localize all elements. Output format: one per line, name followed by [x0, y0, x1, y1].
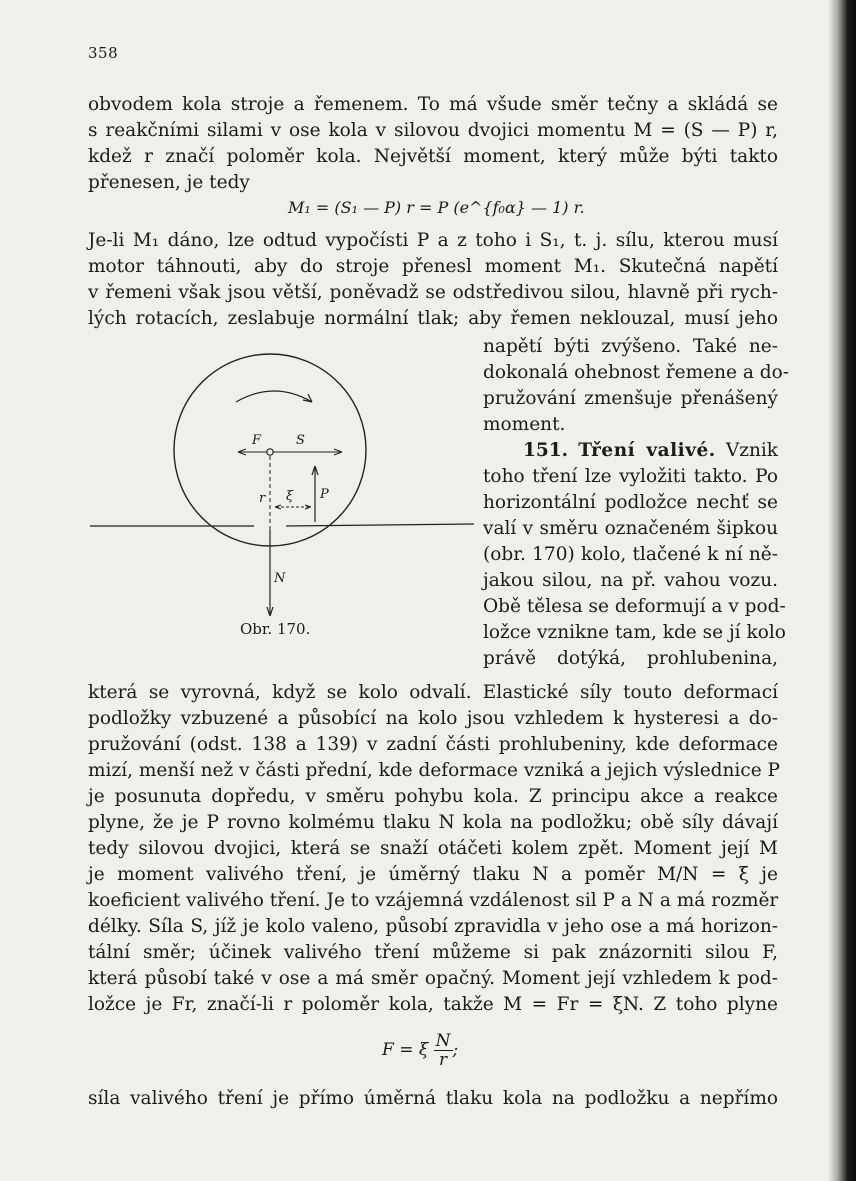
- text-line: síla valivého tření je přímo úměrná tlaku kola na podložku a nepřímo: [88, 1088, 778, 1109]
- text-line: lých rotacích, zeslabuje normální tlak; aby řemen neklouzal, musí jeho: [88, 308, 778, 329]
- text-line: s reakčními silami v ose kola v silovou dvojici momentu M = (S — P) r,: [88, 120, 778, 141]
- label-xi: ξ: [286, 489, 294, 504]
- text-line: (obr. 170) kolo, tlačené k ní ně-: [483, 544, 778, 565]
- text-line: právě dotýká, prohlubenina,: [483, 648, 778, 669]
- formula-fraction: [434, 1032, 453, 1069]
- fraction-denominator: r: [438, 1050, 448, 1070]
- text-line: Obě tělesa se deformují a v pod-: [483, 596, 786, 617]
- text-line: podložky vzbuzené a působící na kolo jsou vzhledem k hysteresi a do-: [88, 708, 778, 729]
- rotation-arrow: [236, 391, 312, 402]
- text-line: plyne, že je P rovno kolmému tlaku N kola na podložku; obě síly dávají: [88, 812, 778, 833]
- text-line: koeficient valivého tření. Je to vzájemná vzdálenost sil P a N a má rozměr: [88, 890, 779, 911]
- text-line: v řemeni však jsou větší, poněvadž se odstředivou silou, hlavně při rych-: [88, 282, 778, 303]
- label-n: N: [274, 571, 286, 586]
- fraction-numerator: N: [435, 1031, 451, 1051]
- text-line: jakou silou, na př. vahou vozu.: [483, 570, 778, 591]
- text-line: která se vyrovná, když se kolo odvalí. Elastické síly touto deformací: [88, 682, 778, 703]
- label-f: F: [252, 433, 262, 448]
- formula-end: ;: [452, 1040, 459, 1060]
- section-title: Tření valivé.: [578, 440, 716, 461]
- text-line: tální směr; účinek valivého tření můžeme si pak znázorniti silou F,: [88, 942, 778, 963]
- text-line: která působí také v ose a má směr opačný. Moment její vzhledem k pod-: [88, 968, 778, 989]
- formula-moment: M₁ = (S₁ — P) r = P (e^{f₀α} — 1) r.: [288, 198, 585, 217]
- text-line: horizontální podložce nechť se: [483, 492, 778, 513]
- figure-rolling-wheel: [86, 350, 478, 650]
- figure-caption: Obr. 170.: [240, 620, 311, 638]
- text-line: Je-li M₁ dáno, lze odtud vypočísti P a z toho i S₁, t. j. sílu, kterou musí: [88, 230, 778, 251]
- text-line: obvodem kola stroje a řemenem. To má všude směr tečny a skládá se: [88, 94, 778, 115]
- text-line: ložce vznikne tam, kde se jí kolo: [483, 622, 786, 643]
- section-heading-line: [483, 438, 778, 464]
- book-spine-shadow: [828, 0, 856, 1181]
- text-line: přenesen, je tedy: [88, 172, 250, 193]
- formula-rolling-friction: [382, 1032, 458, 1069]
- text-line: kdež r značí poloměr kola. Největší moment, který může býti takto: [88, 146, 778, 167]
- text-line: motor táhnouti, aby do stroje přenesl moment M₁. Skutečná napětí: [88, 256, 778, 277]
- text-line: pružování (odst. 138 a 139) v zadní části prohlubeniny, kde deformace: [88, 734, 778, 755]
- label-s: S: [296, 433, 305, 448]
- label-p: P: [320, 487, 329, 502]
- label-r: r: [259, 491, 266, 506]
- ground-line: [286, 524, 474, 526]
- section-heading-rest: Vznik: [725, 440, 778, 461]
- text-line: pružování zmenšuje přenášený: [483, 388, 778, 409]
- axle-point: [267, 449, 273, 455]
- section-number: 151.: [523, 440, 569, 461]
- text-line: mizí, menší než v části přední, kde deformace vzniká a jejich výslednice P: [88, 760, 780, 781]
- text-line: dokonalá ohebnost řemene a do-: [483, 362, 789, 383]
- formula-lhs: F = ξ: [382, 1040, 429, 1060]
- text-line: moment.: [483, 414, 566, 435]
- text-line: napětí býti zvýšeno. Také ne-: [483, 336, 778, 357]
- text-line: ložce je Fr, značí-li r poloměr kola, takže M = Fr = ξN. Z toho plyne: [88, 994, 778, 1015]
- text-line: toho tření lze vyložiti takto. Po: [483, 466, 778, 487]
- text-line: tedy silovou dvojici, která se snaží otáčeti kolem zpět. Moment její M: [88, 838, 778, 859]
- page-number: 358: [88, 44, 119, 62]
- text-line: je posunuta dopředu, v směru pohybu kola. Z principu akce a reakce: [88, 786, 778, 807]
- text-line: valí v směru označeném šipkou: [483, 518, 778, 539]
- text-line: je moment valivého tření, je úměrný tlaku N a poměr M/N = ξ je: [88, 864, 778, 885]
- text-line: délky. Síla S, jíž je kolo valeno, působí zpravidla v jeho ose a má horizon-: [88, 916, 778, 937]
